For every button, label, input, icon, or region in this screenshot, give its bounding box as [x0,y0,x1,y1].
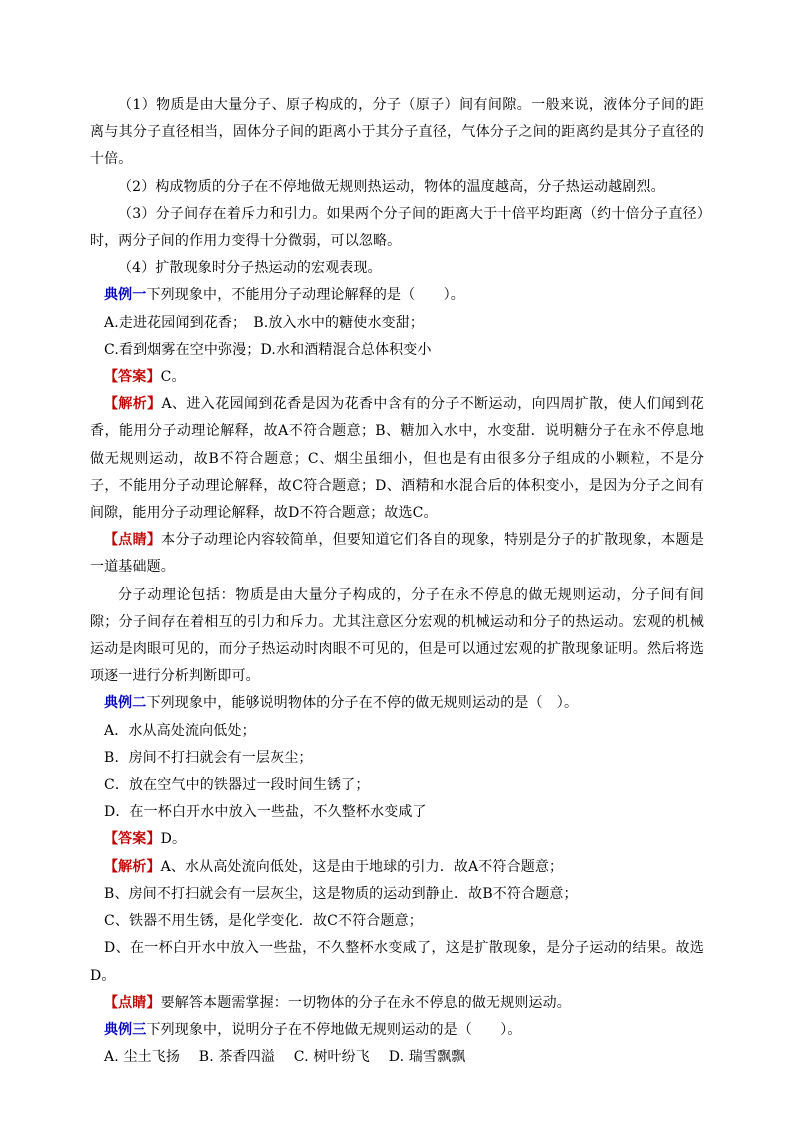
example2-label: 典例二 [104,695,147,712]
example1-options-line2: C.看到烟雾在空中弥漫；D.水和酒精混合总体积变小 [104,341,432,358]
example2-answer-text: D。 [160,831,187,848]
point-3: （3）分子间存在着斥力和引力。如果两个分子间的距离大于十倍平均距离（约十倍分子直径）时，两分子间的作用力变得十分微弱，可以忽略。 [90,205,704,250]
example2-question-text: 下列现象中，能够说明物体的分子在不停的做无规则运动的是（ ）。 [146,695,579,712]
example1-question-text: 下列现象中，不能用分子动理论解释的是（ ）。 [146,287,465,304]
example1-question [90,282,704,309]
example2-question [90,690,704,717]
example3-question [90,1017,704,1044]
example1-comment [90,527,704,581]
answer-label: 【答案】 [104,369,161,386]
example2-option-b: B．房间不打扫就会有一层灰尘； [104,749,313,766]
example1-answer [90,364,704,391]
comment-label: 【点睛】 [104,532,162,549]
example2-analysis-a-text: A、水从高处流向低处，这是由于地球的引力．故A不符合题意； [160,858,564,875]
point-2: （2）构成物质的分子在不停地做无规则热运动，物体的温度越高，分子热运动越剧烈。 [118,178,665,195]
example2-analysis-c: C、铁器不用生锈，是化学变化．故C不符合题意； [104,913,423,930]
example2-analysis-d: D、在一杯白开水中放入一些盐，不久整杯水变咸了，这是扩散现象，是分子运动的结果。故选D。 [90,940,704,984]
example2-option-a: A．水从高处流向低处； [104,722,256,739]
example3-question-text: 下列现象中，说明分子在不停地做无规则运动的是（ ）。 [146,1021,522,1038]
answer-label: 【答案】 [104,831,161,848]
example3-options: A. 尘土飞扬 B. 茶香四溢 C. 树叶纷飞 D. 瑞雪飘飘 [104,1049,466,1066]
example2-option-d: D．在一杯白开水中放入一些盐，不久整杯水变咸了 [104,804,427,821]
point-1: （1）物质是由大量分子、原子构成的，分子（原子）间有间隙。一般来说，液体分子间的距离与其分子直径相当，固体分子间的距离小于其分子直径，气体分子之间的距离约是其分子直径的十倍。 [90,97,704,168]
analysis-label: 【解析】 [104,396,162,413]
analysis-label: 【解析】 [104,858,161,875]
example2-analysis-a [90,854,704,881]
example2-comment-text: 要解答本题需掌握：一切物体的分子在永不停息的做无规则运动。 [160,994,571,1011]
example1-extra: 分子动理论包括：物质是由大量分子构成的，分子在永不停息的做无规则运动，分子间有间隙；分子间存在着相互的引力和斥力。尤其注意区分宏观的机械运动和分子的热运动。宏观的机械运动是肉眼可见的，而分子热运动时肉眼不可见的，但是可以通过宏观的扩散现象证明。然后将选项逐一进行分析判断即可。 [90,586,704,685]
example1-options-line1: A.走进花园闻到花香； B.放入水中的糖使水变甜； [104,314,425,331]
example2-comment [90,990,704,1017]
example3-label: 典例三 [104,1021,147,1038]
point-4: （4）扩散现象时分子热运动的宏观表现。 [118,260,382,277]
example2-option-c: C．放在空气中的铁器过一段时间生锈了； [104,777,370,794]
example1-analysis [90,391,704,527]
comment-label: 【点睛】 [104,994,161,1011]
example1-answer-text: C。 [160,369,186,386]
example2-analysis-b: B、房间不打扫就会有一层灰尘，这是物质的运动到静止．故B不符合题意； [104,885,578,902]
example1-label: 典例一 [104,287,147,304]
example1-analysis-text: A、进入花园闻到花香是因为花香中含有的分子不断运动，向四周扩散，使人们闻到花香，能用分子动理论解释，故A不符合题意；B、糖加入水中，水变甜．说明糖分子在永不停息地做无规则运动，故B不符合题意；C、烟尘虽细小，但也是有由很多分子组成的小颗粒，不是分子，不能用分子动理论解释，故C符合题意；D、酒精和水混合后的体积变小，是因为分子之间有间隙，能用分子动理论解释，故D不符合题意；故选C。 [90,396,704,522]
example2-answer [90,826,704,853]
example1-comment-text: 本分子动理论内容较简单，但要知道它们各自的现象，特别是分子的扩散现象，本题是一道基础题。 [90,532,704,576]
